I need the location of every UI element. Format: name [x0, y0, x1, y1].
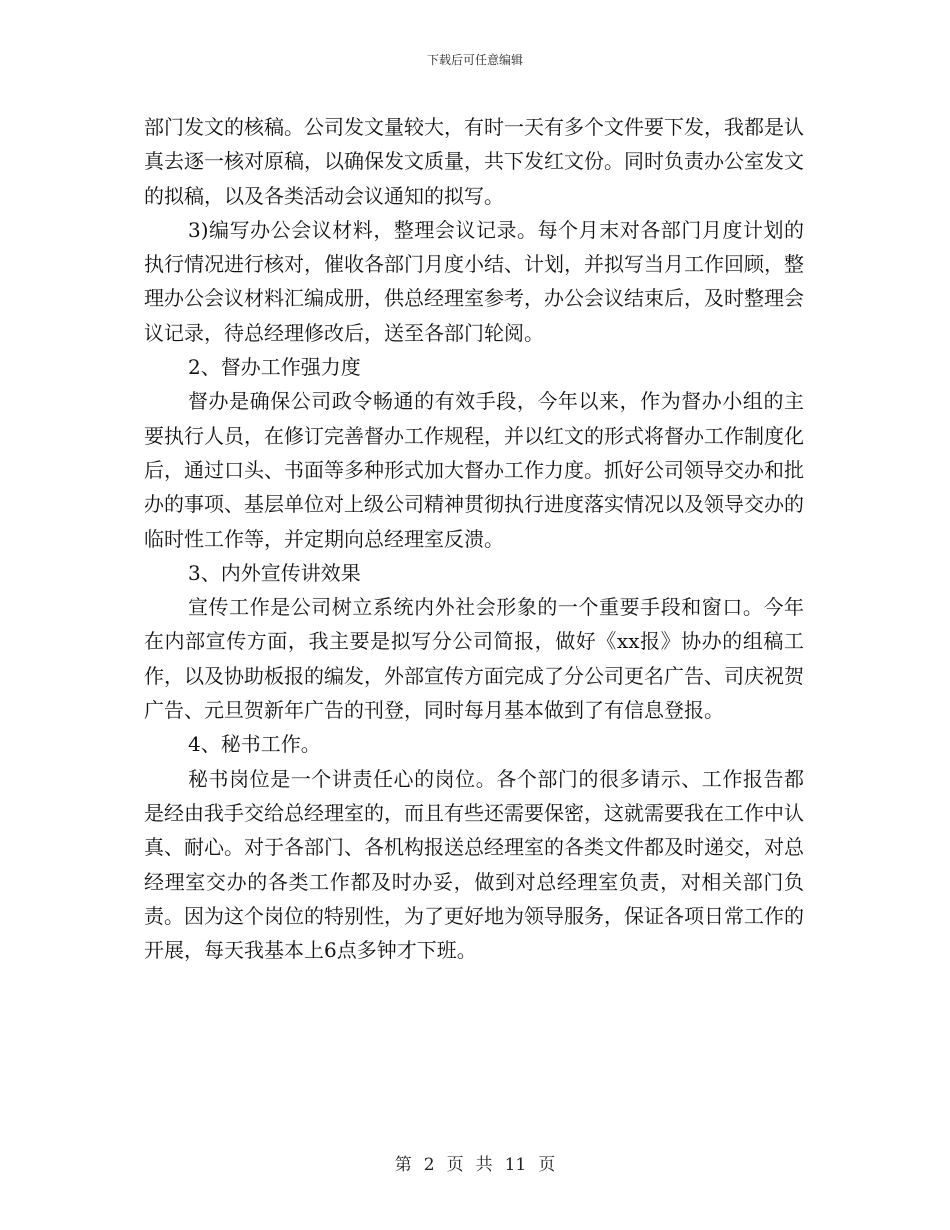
- document-body: [144, 110, 804, 967]
- section-heading: 3、内外宣传讲效果: [188, 560, 361, 585]
- page-unit: 页: [446, 1155, 464, 1175]
- total-prefix: 共: [475, 1155, 493, 1175]
- current-page-number: 2: [423, 1155, 435, 1175]
- paragraph: 3)编写办公会议材料，整理会议记录。每个月末对各部门月度计划的执行情况进行核对，催收各部门月度小结、计划，并拟写当月工作回顾，整理办公会议材料汇编成册，供总经理室参考，办公会议结束后，及时整理会议记录，待总经理修改后，送至各部门轮阅。: [144, 217, 804, 345]
- page-header-note: 下载后可任意编辑: [426, 53, 523, 67]
- paragraph: 部门发文的核稿。公司发文量较大，有时一天有多个文件要下发，我都是认真去逐一核对原稿，以确保发文质量，共下发红文份。同时负责办公室发文的拟稿，以及各类活动会议通知的拟写。: [144, 115, 804, 208]
- page-number-footer: [0, 1154, 950, 1176]
- total-page-count: 11: [504, 1155, 527, 1175]
- section-heading: 2、督办工作强力度: [188, 355, 361, 380]
- page-prefix: 第: [394, 1155, 412, 1175]
- paragraph: 秘书岗位是一个讲责任心的岗位。各个部门的很多请示、工作报告都是经由我手交给总经理室的，而且有些还需要保密，这就需要我在工作中认真、耐心。对于各部门、各机构报送总经理室的各类文件都及时递交，对总经理室交办的各类工作都及时办妥，做到对总经理室负责，对相关部门负责。因为这个岗位的特别性，为了更好地为领导服务，保证各项日常工作的开展，每天我基本上6点多钟才下班。: [144, 766, 804, 963]
- paragraph: 督办是确保公司政令畅通的有效手段，今年以来，作为督办小组的主要执行人员，在修订完善督办工作规程，并以红文的形式将督办工作制度化后，通过口头、书面等多种形式加大督办工作力度。抓好公司领导交办和批办的事项、基层单位对上级公司精神贯彻执行进度落实情况以及领导交办的临时性工作等，并定期向总经理室反溃。: [144, 389, 804, 551]
- section-heading: 4、秘书工作。: [188, 732, 321, 757]
- paragraph: 宣传工作是公司树立系统内外社会形象的一个重要手段和窗口。今年在内部宣传方面，我主要是拟写分公司简报，做好《xx报》协办的组稿工作，以及协助板报的编发，外部宣传方面完成了分公司更名广告、司庆祝贺广告、元旦贺新年广告的刊登，同时每月基本做到了有信息登报。: [144, 595, 804, 723]
- total-unit: 页: [538, 1155, 556, 1175]
